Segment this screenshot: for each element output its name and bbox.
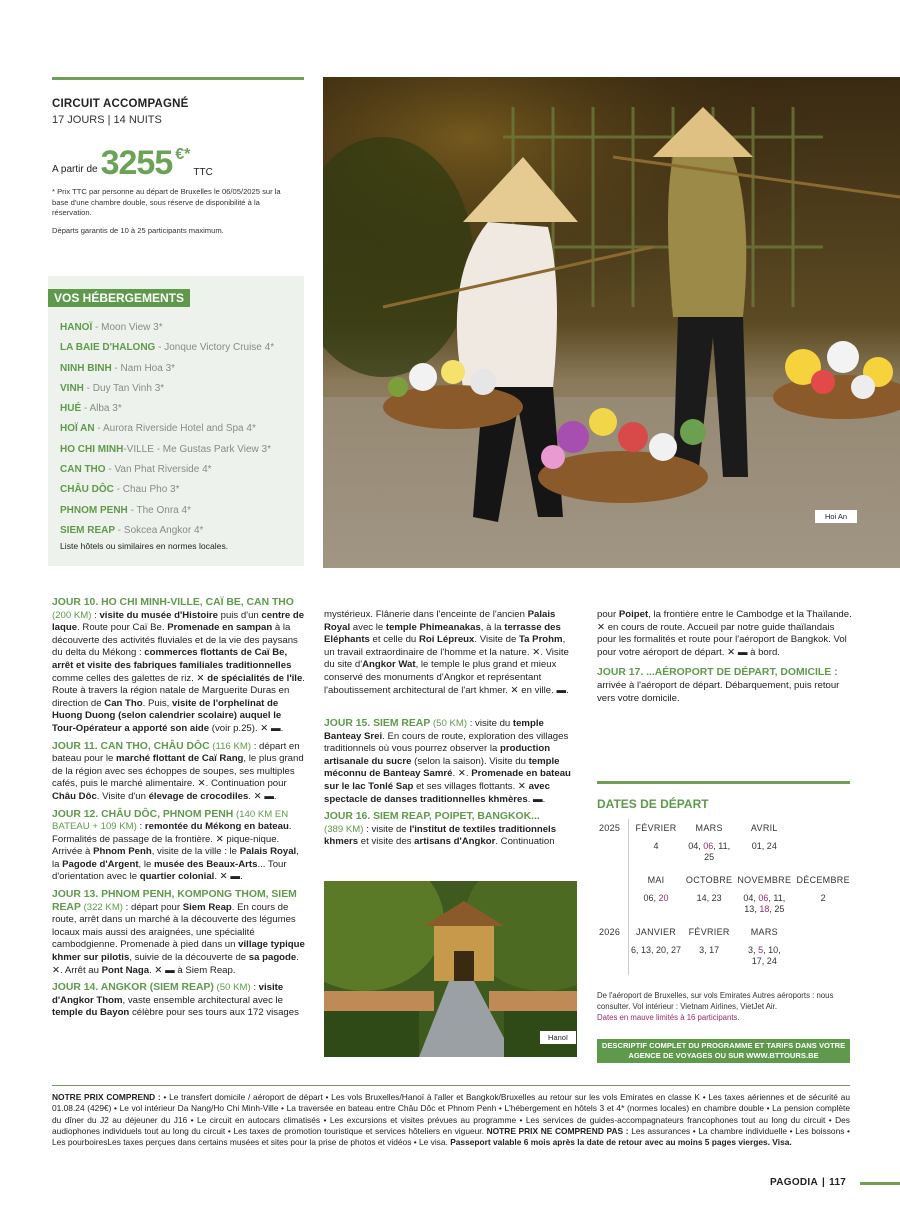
month-header: OCTOBRE — [685, 875, 733, 885]
month-header: MAI — [647, 875, 665, 885]
price-currency: €* — [175, 146, 191, 163]
dates-table — [598, 819, 853, 975]
day-12: JOUR 12. CHÂU DÔC, PHNOM PENH (140 KM EN BATEAU + 109 KM) : remontée du Mékong en bateau. Formalités de passage de la frontière. ✕ pique-nique. Arrivée à Phnom Penh, visite de la ville : le Palais Royal, la Pagode d'Argent, le musée des Beaux-Arts... Tour d'orientation avec le quartier colonial. ✕ ▬. — [52, 808, 299, 883]
itinerary-column-2 — [324, 609, 578, 702]
month-header: JANVIER — [635, 927, 677, 937]
date-cell: 14, 23 — [696, 893, 722, 903]
circuit-title: CIRCUIT ACCOMPAGNÉ — [52, 98, 189, 110]
departures-note: Départs garantis de 10 à 25 participants maximum. — [52, 226, 224, 235]
hotel-item: CHÂU DÔC - Chau Pho 3* — [60, 484, 180, 496]
day-13: JOUR 13. PHNOM PENH, KOMPONG THOM, SIEM REAP (322 KM) : départ pour Siem Reap. En cours de route, arrêt dans un marché à la découverte des légumes locaux mais aussi des araignées, une spécialité cambodgienne. Promenade à pied dans un village typique khmer sur pilotis, suivie de la découverte de sa pagode. ✕. Arrêt au Pont Naga. ✕ ▬ à Siem Reap. — [52, 889, 305, 976]
itinerary-column-1 — [52, 597, 306, 1025]
hotel-item: SIEM REAP - Sokcea Angkor 4* — [60, 524, 204, 536]
page-number: PAGODIA | 117 — [770, 1177, 847, 1188]
price-value: 3255 — [100, 144, 173, 182]
date-cell: 04, 06, 11, 13, 18, 25 — [743, 893, 786, 914]
month-header: DÉCEMBRE — [796, 875, 850, 885]
month-header: FÉVRIER — [635, 823, 677, 833]
dates-accent-bar — [597, 781, 850, 784]
hotels-title: VOS HÉBERGEMENTS — [48, 289, 190, 307]
hotel-item: LA BAIE D'HALONG - Jonque Victory Cruise 4* — [60, 342, 275, 354]
hotels-list — [60, 318, 274, 541]
day-16: JOUR 16. SIEM REAP, POIPET, BANGKOK... (389 KM) : visite de l'institut de textiles traditionnels khmers et visite des artisans d'Angkor. Continuation — [324, 811, 557, 848]
top-accent-bar — [52, 77, 304, 80]
day-17: JOUR 17. ...AÉROPORT DE DÉPART, DOMICILE : arrivée à l'aéroport de départ. Débarquement, puis retour vers votre domicile. — [597, 667, 840, 704]
hotel-item: HUÉ - Alba 3* — [60, 403, 122, 415]
photo-caption-hoi-an: Hoi An — [815, 510, 857, 523]
day-11: JOUR 11. CAN THO, CHÂU DÔC (116 KM) : départ en bateau pour le marché flottant de Caï Rang, le plus grand de la région avec ses échoppes de soupes, ses multiples cafés, puis le marché alimentaire. ✕. Continuation pour Châu Dôc. Visite d'un élevage de crocodiles. ✕ ▬. — [52, 740, 304, 802]
year-label: 2026 — [598, 923, 628, 941]
date-cell: 6, 13, 20, 27 — [631, 945, 682, 955]
day-16-cont: pour Poipet, la frontière entre le Cambodge et la Thaïlande. ✕ en cours de route. Accueil par notre guide thaïlandais pour les formalités et route pour l'aéroport de Bangkok. Vol pour votre aéroport de départ. ✕ ▬ à bord. — [597, 609, 852, 658]
month-header: FÉVRIER — [688, 927, 730, 937]
photo-caption-hanoi: Hanoï — [540, 1031, 576, 1044]
date-cell: 04, 06, 11, 25 — [688, 841, 731, 862]
month-header: MARS — [695, 823, 723, 833]
hotel-item: PHNOM PENH - The Onra 4* — [60, 504, 191, 516]
price-suffix: TTC — [193, 167, 213, 178]
price-note: * Prix TTC par personne au départ de Bruxelles le 06/05/2025 sur la base d'une chambre double, sous réserve de disponibilité à la réservation. — [52, 187, 281, 217]
day-15: JOUR 15. SIEM REAP (50 KM) : visite du temple Banteay Srei. En cours de route, exploration des villages traditionnels où vous pourrez observer la production artisanale du sucre (selon la saison). Visite du temple méconnu de Banteay Samré. ✕. Promenade en bateau sur le lac Tonlé Sap et ses villages flottants. ✕ avec spectacle de danses traditionnelles khmères. ▬. — [324, 718, 571, 805]
bttours-info-banner[interactable]: DESCRIPTIF COMPLET DU PROGRAMME ET TARIFS DANS VOTRE AGENCE DE VOYAGES OU SUR WWW.BTTOURS.BE — [597, 1039, 850, 1063]
date-cell: 06, 20 — [643, 893, 669, 903]
dates-title: DATES DE DÉPART — [597, 797, 709, 811]
hotel-item: HOÏ AN - Aurora Riverside Hotel and Spa 4* — [60, 423, 256, 435]
hotels-footnote: Liste hôtels ou similaires en normes locales. — [60, 541, 229, 551]
date-cell: 3, 5, 10, 17, 24 — [748, 945, 781, 966]
day-14-cont: mystérieux. Flânerie dans l'enceinte de l'ancien Palais Royal avec le temple Phimeanakas, à la terrasse des Eléphants et celle du Roi Lépreux. Visite de Ta Prohm, un travail extraordinaire de l'homme et la nature. ✕. Visite du site d'Angkor Wat, le temple le plus grand et mieux conservé des monuments d'Angkor et représentant l'aboutissement architectural de l'art khmer. ✕ en ville. ▬. — [324, 609, 569, 696]
date-cell: 2 — [820, 893, 826, 903]
day-10: JOUR 10. HO CHI MINH-VILLE, CAÏ BE, CAN THO (200 KM) : visite du musée d'Histoire puis d'un centre de laque. Route pour Caï Be. Promenade en sampan à la découverte des activités fluviales et de la vie des paysans du delta du Mékong : commerces flottants de Caï Be, arrêt et visite des fabriques familiales traditionnelles comme celles des galettes de riz. ✕ de spécialités de l'île. Route à travers la région natale de Marguerite Duras en direction de Can Tho. Puis, visite de l'orphelinat de Huong Duong (selon calendrier scolaire) auquel le Tour-Opérateur a apporté son aide (voir p.25). ✕ ▬. — [52, 597, 305, 734]
date-cell: 3, 17 — [699, 945, 720, 955]
hotel-item: VINH - Duy Tan Vinh 3* — [60, 382, 165, 394]
month-header: MARS — [750, 927, 778, 937]
itinerary-column-2b — [324, 718, 578, 854]
hotel-item: HANOÏ - Moon View 3* — [60, 322, 163, 333]
date-cell: 4 — [653, 841, 659, 851]
price-block — [52, 146, 213, 180]
year-label: 2025 — [598, 819, 628, 837]
circuit-duration: 17 JOURS | 14 NUITS — [52, 114, 162, 126]
month-header — [794, 819, 853, 837]
date-cell: 01, 24 — [751, 841, 777, 851]
dates-notes: De l'aéroport de Bruxelles, sur vols Emirates Autres aéroports : nous consulter. Vol intérieur : Vietnam Airlines, VietJet Air. Dates en mauve limités à 16 participants. — [597, 991, 834, 1022]
hotel-item: CAN THO - Van Phat Riverside 4* — [60, 464, 212, 476]
day-14: JOUR 14. ANGKOR (SIEM REAP) (50 KM) : visite d'Angkor Thom, vaste ensemble architectural avec le temple du Bayon célèbre pour ses tours aux 172 visages — [52, 982, 299, 1019]
hoi-an-photo — [323, 77, 900, 568]
month-header: AVRIL — [750, 823, 778, 833]
itinerary-column-3 — [597, 609, 852, 710]
price-includes: NOTRE PRIX COMPREND : • Le transfert domicile / aéroport de départ • Les vols Bruxelles/Hanoï à l'aller et Bangkok/Bruxelles au retour sur les vols Emirates en classe K • Les taxes aériennes et de sécurité au 01.08.24 (429€) • Le vol intérieur Da Nang/Ho Chi Minh-Ville • La traversée en bateau entre Châu Dôc et Phnom Penh • L'hébergement en hôtels 3 et 4* (normes locales) en chambre double • La pension complète du dîner du J2 au déjeuner du J16 • Le circuit en autocars climatisés • Les excursions et visites prévues au programme • Les services de guides-accompagnateurs francophones tout au long du circuit • Des audiophones individuels tout au long du circuit • Les taxes de promotion touristique et services hôteliers en vigueur. NOTRE PRIX NE COMPREND PAS : Les assurances • La chambre individuelle • Les boissons • Les pourboiresLes taxes perçues dans certains musées et sites pour la prise de photos et vidéos • Le visa. Passeport valable 6 mois après la date de retour avec au moins 5 pages vierges. Visa. — [52, 1092, 850, 1148]
month-header: NOVEMBRE — [737, 875, 792, 885]
footer-rule — [52, 1085, 850, 1086]
price-prefix: A partir de — [52, 164, 98, 175]
hotel-item: HO CHI MINH-VILLE - Me Gustas Park View 3* — [60, 443, 271, 455]
page-accent-bar — [860, 1182, 900, 1185]
hotel-item: NINH BINH - Nam Hoa 3* — [60, 362, 176, 374]
